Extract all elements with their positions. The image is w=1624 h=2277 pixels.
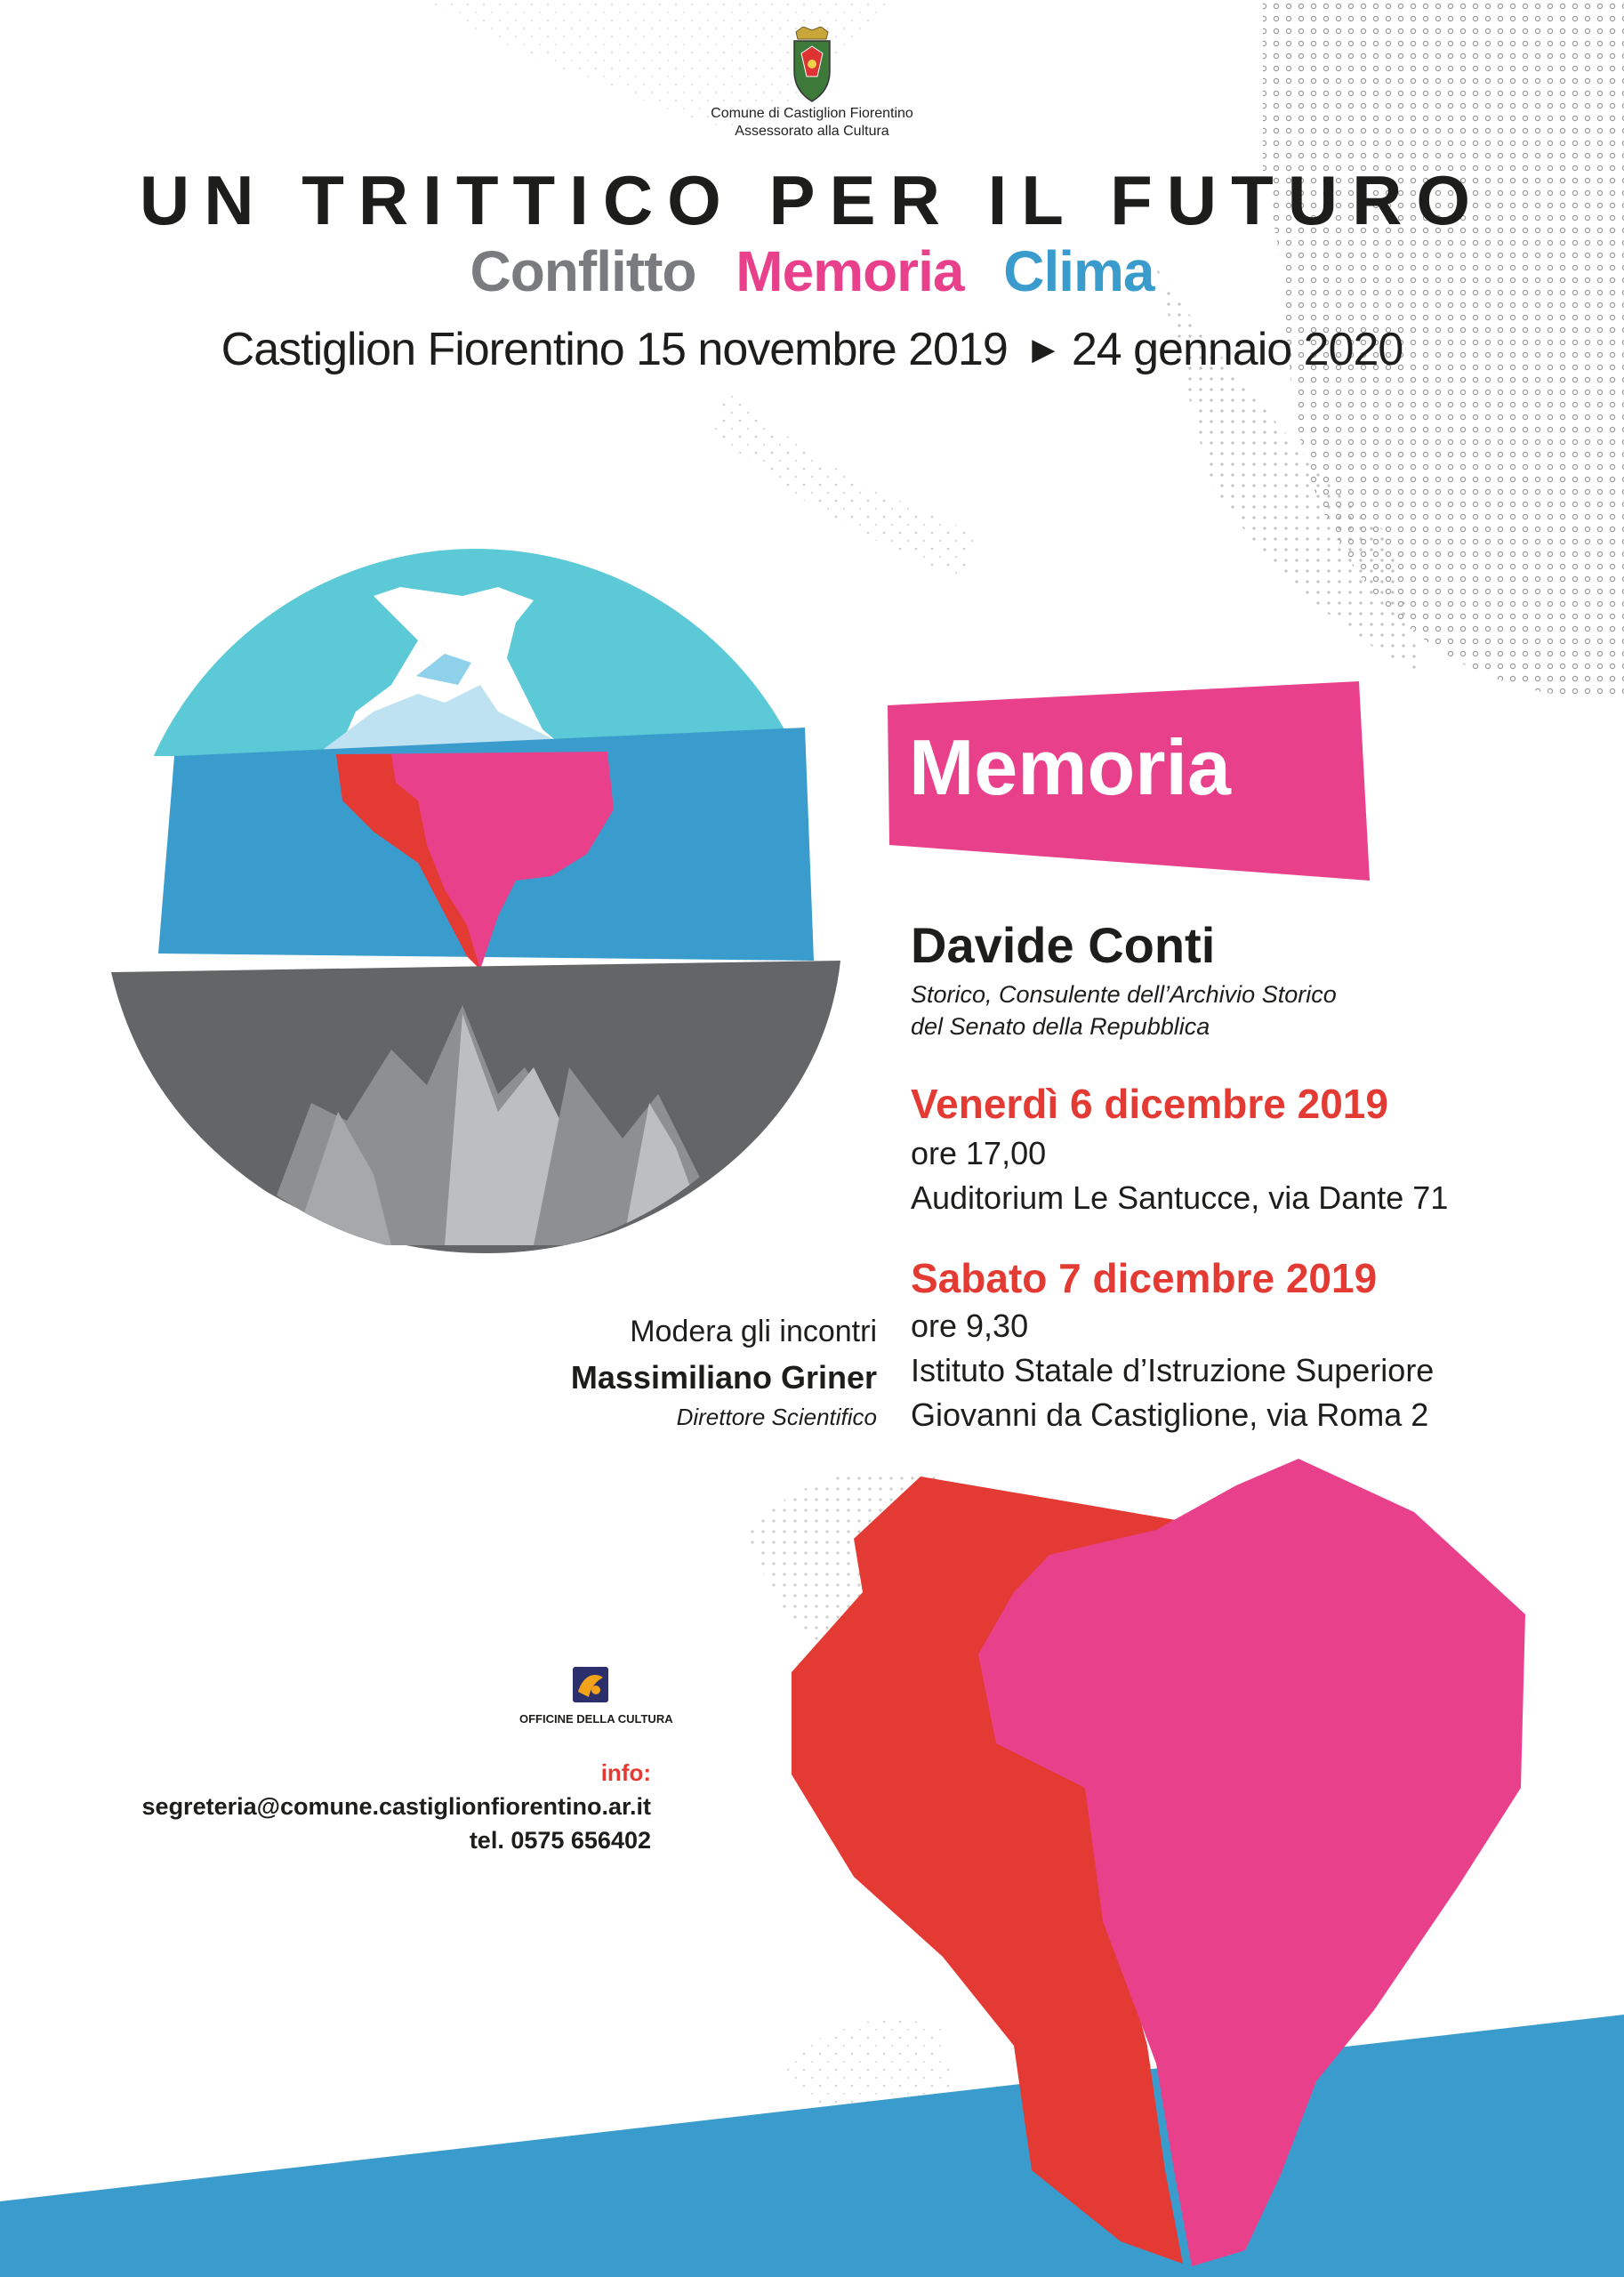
event-time-2: ore 9,30 [911, 1307, 1029, 1344]
organization-name: Comune di Castiglion Fiorentino [711, 106, 913, 121]
moderator-name: Massimiliano Griner [570, 1359, 877, 1396]
arrow-right-icon: ▶ [1032, 333, 1055, 366]
event-place-2a: Istituto Statale d’Istruzione Superiore [911, 1352, 1435, 1388]
globe-illustration [107, 534, 854, 1253]
info-email[interactable]: segreteria@comune.castiglionfiorentino.ar.it [141, 1793, 651, 1820]
moderator-intro: Modera gli incontri [630, 1315, 877, 1348]
info-label: info: [600, 1759, 651, 1786]
officine-logo-icon [571, 1665, 610, 1704]
themes-line [356, 238, 1268, 304]
theme-clima: Clima [1003, 239, 1154, 303]
festival-dates [142, 323, 1482, 376]
officine-logo [519, 1665, 673, 1726]
date-start: Castiglion Fiorentino 15 novembre 2019 [221, 324, 1008, 375]
coat-of-arms [759, 27, 865, 108]
speaker-role-line2: del Senato della Repubblica [911, 1013, 1210, 1040]
organization-caption [649, 105, 975, 141]
page-title: UN TRITTICO PER IL FUTURO [139, 161, 1485, 239]
partner-logo-text: OFFICINE DELLA CULTURA [519, 1712, 673, 1726]
speaker-name: Davide Conti [911, 917, 1216, 973]
theme-conflitto: Conflitto [470, 239, 696, 303]
speaker-role-line1: Storico, Consulente dell’Archivio Storico [911, 981, 1337, 1008]
event-date-1: Venerdì 6 dicembre 2019 [911, 1081, 1388, 1127]
event-place-1: Auditorium Le Santucce, via Dante 71 [911, 1179, 1449, 1216]
event-place-2b: Giovanni da Castiglione, via Roma 2 [911, 1396, 1429, 1433]
section-label: Memoria [909, 723, 1231, 811]
coat-of-arms-icon [759, 27, 865, 103]
moderator-role: Direttore Scientifico [676, 1404, 877, 1430]
event-date-2: Sabato 7 dicembre 2019 [911, 1255, 1378, 1301]
speaker-role [911, 978, 1337, 1042]
department-name: Assessorato alla Cultura [735, 124, 889, 139]
theme-memoria: Memoria [736, 239, 964, 303]
date-end: 24 gennaio 2020 [1071, 324, 1403, 375]
event-time-1: ore 17,00 [911, 1135, 1047, 1171]
info-phone[interactable]: tel. 0575 656402 [469, 1827, 651, 1854]
